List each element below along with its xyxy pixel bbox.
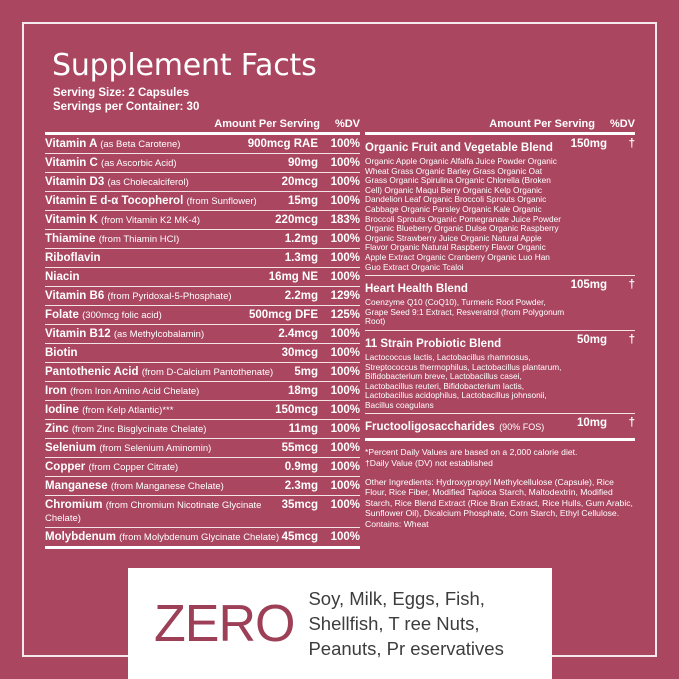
row-divider (45, 457, 360, 458)
nutrient-amount: 2.4mcg (278, 327, 318, 340)
nutrient-source: (from Selenium Aminomin) (99, 442, 212, 454)
nutrient-name: Pantothenic Acid (45, 365, 139, 378)
blend-dv: † (628, 138, 635, 150)
nutrient-name: Vitamin E d-α Tocopherol (45, 194, 184, 207)
nutrient-amount: 1.3mg (284, 251, 318, 264)
blend-amount: 150mg (570, 138, 607, 150)
nutrient-amount: 18mg (287, 384, 318, 397)
blend-ingredients: Organic Apple Organic Alfalfa Juice Powder Organic Wheat Grass Organic Barley Grass Organic Oat Grass Organic Spirulina Organic Chlorella (Broken Cell) Organic Maqui Berry Organic Kelp Organic Dandelion Leaf Organic Broccoli Sprouts Organic Cabbage Organic Parsley Organic Kale Organic Broccoli Sprouts Organic Pomegranate Juice Powder Organic Blueberry Organic Dulse Organic Raspberry Organic Strawberry Juice Organic Natural Apple Flavor Organic Natural Raspberry Flavor Organic Apple Extract Organic Cranberry Organic Luo Han Guo Extract Organic Tcaloi (365, 156, 561, 272)
bottom-rule (365, 438, 635, 441)
table-row (45, 287, 360, 305)
table-row (365, 276, 635, 330)
nutrient-amount: 16mg NE (268, 270, 318, 283)
bottom-rule (45, 546, 360, 549)
nutrient-amount: 2.2mg (284, 289, 318, 302)
nutrient-amount: 90mg (287, 156, 318, 169)
nutrient-source: (as Beta Carotene) (100, 138, 181, 150)
row-divider (45, 305, 360, 306)
nutrient-name: Vitamin K (45, 213, 98, 226)
table-row (45, 325, 360, 343)
nutrient-dv: 183% (330, 213, 360, 226)
blend-amount: 105mg (570, 279, 607, 292)
dv-header: %DV (609, 118, 635, 130)
allergen-line-1: Soy, Milk, Eggs, Fish, (308, 588, 485, 609)
table-row (45, 420, 360, 438)
table-row (365, 135, 635, 275)
nutrient-name: Manganese (45, 479, 108, 492)
nutrient-name: Molybdenum (45, 530, 116, 543)
page-title: Supplement Facts (52, 48, 317, 83)
nutrient-source: (as Ascorbic Acid) (101, 157, 177, 169)
nutrient-source: (from Copper Citrate) (88, 461, 179, 473)
allergen-line-2: Shellfish, T ree Nuts, (308, 613, 480, 634)
nutrient-name: Biotin (45, 346, 78, 359)
row-divider (45, 229, 360, 230)
blends-column (365, 118, 635, 529)
nutrient-amount: 900mcg RAE (247, 137, 318, 150)
table-row (45, 154, 360, 172)
table-row (45, 211, 360, 229)
ingredient-name: Fructooligosaccharides (365, 421, 495, 434)
nutrient-source: (from D-Calcium Pantothenate) (141, 366, 274, 378)
row-divider (45, 495, 360, 496)
table-row (45, 401, 360, 419)
nutrient-source: (from Zinc Bisglycinate Chelate) (71, 423, 207, 435)
table-row (45, 439, 360, 457)
nutrient-source: (300mcg folic acid) (82, 309, 162, 321)
nutrient-name: Copper (45, 460, 86, 473)
nutrient-source: (from Manganese Chelate) (110, 480, 224, 492)
nutrient-name: Thiamine (45, 232, 96, 245)
nutrient-amount: 220mcg (275, 213, 318, 226)
row-divider (45, 324, 360, 325)
table-row (45, 173, 360, 191)
row-divider (45, 210, 360, 211)
nutrient-name: Vitamin D3 (45, 175, 105, 188)
dv-header: %DV (334, 118, 360, 130)
ingredient-spec: (90% FOS) (499, 422, 545, 433)
row-divider (45, 381, 360, 382)
nutrient-name: Chromium (45, 498, 103, 511)
row-divider (45, 267, 360, 268)
blend-name: Organic Fruit and Vegetable Blend (365, 142, 553, 154)
blend-dv: † (628, 279, 635, 292)
right-column-header (365, 118, 635, 132)
nutrient-name: Folate (45, 308, 79, 321)
table-row (45, 382, 360, 400)
nutrient-dv: 100% (330, 232, 360, 245)
nutrient-name: Iodine (45, 403, 79, 416)
nutrient-amount: 1.2mg (284, 232, 318, 245)
nutrient-dv: 100% (330, 422, 360, 435)
table-row (45, 344, 360, 362)
row-divider (45, 153, 360, 154)
footnote-daily-values: *Percent Daily Values are based on a 2,000 calorie diet. (365, 447, 578, 458)
nutrient-amount: 45mcg (281, 530, 318, 543)
nutrient-dv: 100% (330, 441, 360, 454)
nutrient-amount: 30mcg (281, 346, 318, 359)
nutrient-source: (from Thiamin HCI) (98, 233, 180, 245)
nutrient-amount: 20mcg (281, 175, 318, 188)
nutrient-amount: 2.3mg (284, 479, 318, 492)
nutrient-source: (from Molybdenum Glycinate Chelate) (119, 531, 280, 543)
amount-per-serving-header: Amount Per Serving (489, 118, 595, 130)
nutrient-source: (from Iron Amino Acid Chelate) (69, 385, 200, 397)
blend-ingredients: Lactococcus lactis, Lactobacillus rhamnosus, Streptococcus thermophilus, Lactobacillus plantarum, Bifidobacterium breve, Lactobacillus casei, Lactobacillus reuteri, Bifidobacterium lactis, Lactobacillus acidophilus, Lactobacillus johnsonii, Bacillus coagulans (365, 351, 562, 410)
serving-info (53, 86, 199, 114)
nutrient-dv: 100% (330, 137, 360, 150)
blend-name: Heart Health Blend (365, 283, 468, 296)
nutrient-name: Niacin (45, 270, 80, 283)
row-divider (45, 362, 360, 363)
nutrient-dv: 100% (330, 365, 360, 378)
nutrient-source: (as Methylcobalamin) (113, 328, 205, 340)
row-divider (45, 286, 360, 287)
table-row (45, 135, 360, 153)
nutrient-amount: 35mcg (281, 498, 318, 511)
table-row (365, 331, 635, 414)
nutrient-amount: 0.9mg (284, 460, 318, 473)
amount-per-serving-header: Amount Per Serving (214, 118, 320, 130)
nutrient-dv: 100% (330, 327, 360, 340)
nutrient-dv: 100% (330, 251, 360, 264)
row-divider (45, 419, 360, 420)
nutrient-dv: 100% (330, 479, 360, 492)
row-divider (45, 476, 360, 477)
nutrient-name: Selenium (45, 441, 97, 454)
row-divider (365, 330, 635, 331)
nutrient-source: (from Vitamin K2 MK-4) (101, 214, 201, 226)
nutrient-dv: 125% (330, 308, 360, 321)
blend-name: 11 Strain Probiotic Blend (365, 337, 502, 350)
table-row (45, 230, 360, 248)
nutrient-dv: 100% (330, 498, 360, 511)
nutrient-amount: 55mcg (281, 441, 318, 454)
zero-word: ZERO (154, 594, 295, 653)
table-row (45, 496, 360, 527)
row-divider (365, 413, 635, 414)
nutrient-dv: 100% (330, 460, 360, 473)
table-row (45, 268, 360, 286)
row-divider (45, 400, 360, 401)
nutrient-name: Vitamin A (45, 137, 97, 150)
footnote-dv-not-established: †Daily Value (DV) not established (365, 457, 493, 468)
allergen-line-3: Peanuts, Pr eservatives (308, 638, 504, 659)
row-divider (365, 275, 635, 276)
nutrient-dv: 100% (330, 403, 360, 416)
nutrient-name: Vitamin C (45, 156, 98, 169)
table-row (45, 528, 360, 546)
nutrient-dv: 100% (330, 194, 360, 207)
table-row (45, 249, 360, 267)
zero-allergen-card (128, 568, 552, 679)
nutrient-source: (as Cholecalciferol) (107, 176, 189, 188)
nutrient-name: Iron (45, 384, 67, 397)
nutrient-dv: 129% (330, 289, 360, 302)
nutrient-amount: 150mcg (275, 403, 318, 416)
table-row (45, 458, 360, 476)
nutrient-dv: 100% (330, 175, 360, 188)
ingredient-amount: 10mg (576, 417, 607, 430)
other-ingredients: Other Ingredients: Hydroxypropyl Methylcellulose (Capsule), Rice Flour, Rice Fiber, Modified Tapioca Starch, Maltodextrin, Modified Starch, Rice Blend Extract (Rice Bran Extract, Rice Hulls, Gum Arabic, Sunflower Oil), Dicalcium Phosphate, Corn Starch, Ethyl Cellulose. Contains: Wheat (365, 476, 633, 529)
zero-allergen-list (308, 586, 503, 661)
blend-dv: † (628, 333, 635, 346)
nutrient-amount: 5mg (294, 365, 318, 378)
table-row (45, 363, 360, 381)
nutrient-source: (from Kelp Atlantic)*** (82, 404, 174, 416)
left-column-header (45, 118, 360, 132)
blend-amount: 50mg (576, 333, 607, 346)
servings-per-container: Servings per Container: 30 (53, 101, 200, 113)
row-divider (45, 527, 360, 528)
nutrients-column (45, 118, 360, 549)
table-row (45, 192, 360, 210)
blend-ingredients: Coenzyme Q10 (CoQ10), Turmeric Root Powder, Grape Seed 9:1 Extract, Resveratrol (from Polygonum Root) (365, 297, 565, 327)
nutrient-source: (from Chromium Nicotinate Glycinate Chelate) (45, 499, 262, 524)
row-divider (45, 438, 360, 439)
row-divider (45, 191, 360, 192)
nutrient-source: (from Pyridoxal-5-Phosphate) (107, 290, 232, 302)
nutrient-name: Zinc (45, 422, 69, 435)
nutrient-amount: 11mg (288, 422, 318, 435)
nutrient-dv: 100% (330, 270, 360, 283)
row-divider (45, 172, 360, 173)
ingredient-dv: † (628, 417, 635, 430)
footnotes (365, 447, 635, 467)
nutrient-dv: 100% (330, 346, 360, 359)
nutrient-amount: 15mg (287, 194, 318, 207)
table-row (45, 306, 360, 324)
nutrient-name: Vitamin B6 (45, 289, 105, 302)
nutrient-name: Vitamin B12 (45, 327, 111, 340)
nutrient-name: Riboflavin (45, 251, 101, 264)
serving-size: Serving Size: 2 Capsules (53, 87, 190, 99)
table-row (365, 414, 635, 438)
nutrient-amount: 500mcg DFE (248, 308, 318, 321)
nutrient-source: (from Sunflower) (186, 195, 257, 207)
row-divider (45, 248, 360, 249)
nutrient-dv: 100% (330, 530, 360, 543)
table-row (45, 477, 360, 495)
nutrient-dv: 100% (330, 156, 360, 169)
row-divider (45, 343, 360, 344)
nutrient-dv: 100% (330, 384, 360, 397)
